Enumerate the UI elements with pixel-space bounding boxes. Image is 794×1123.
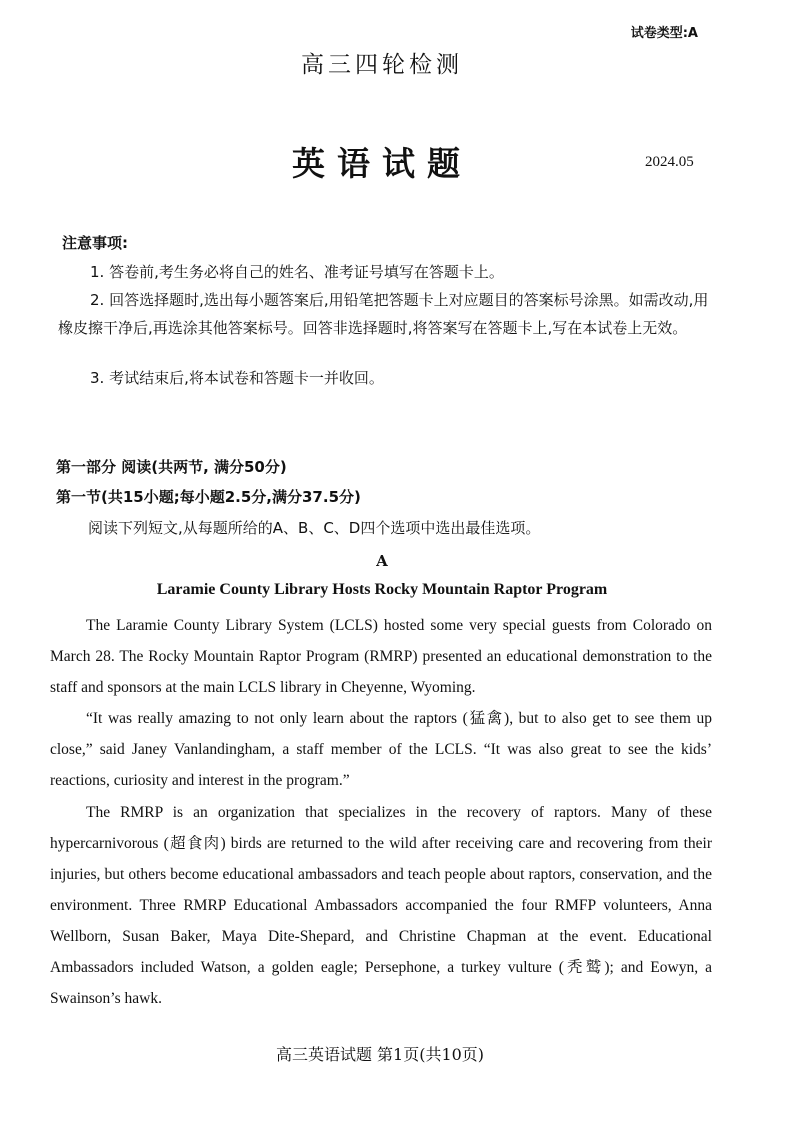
notice-heading: 注意事项: (62, 234, 128, 252)
passage-paragraph-2: “It was really amazing to not only learn about the raptors (猛禽), but to also get to see them up close,” said Janey Vanlandingham, a staff member of the LCLS. “It was also great to see the kids’ reactions, curiosity and interest in the program.” (50, 710, 712, 789)
notice-item-2: 2. 回答选择题时,选出每小题答案后,用铅笔把答题卡上对应题目的答案标号涂黑。如需改动,用橡皮擦干净后,再选涂其他答案标号。回答非选择题时,将答案写在答题卡上,写在本试卷上无效。 (58, 291, 709, 337)
notice-item-1: 1. 答卷前,考生务必将自己的姓名、准考证号填写在答题卡上。 (90, 263, 504, 281)
passage-paragraph-1: The Laramie County Library System (LCLS) hosted some very special guests from Colorado on March 28. The Rocky Mountain Raptor Program (RMRP) presented an educational demonstration to the staff and sponsors at the main LCLS library in Cheyenne, Wyoming. (50, 617, 712, 696)
passage-label: A (376, 552, 388, 570)
subject-title: 英语试题 (292, 144, 472, 183)
reading-instruction: 阅读下列短文,从每题所给的A、B、C、D四个选项中选出最佳选项。 (88, 519, 541, 537)
part-one-heading: 第一部分 阅读(共两节, 满分50分) (56, 458, 287, 476)
paper-type-label: 试卷类型:A (630, 26, 698, 41)
exam-title: 高三四轮检测 (301, 52, 463, 78)
section-one-heading: 第一节(共15小题;每小题2.5分,满分37.5分) (56, 488, 361, 506)
passage-paragraph-3: The RMRP is an organization that specializes in the recovery of raptors. Many of these hypercarnivorous (超食肉) birds are returned to the wild after receiving care and recovering from their injuries, but others become educational ambassadors and teach people about raptors, conservation, and the environment. Three RMRP Educational Ambassadors accompanied the four RMFP volunteers, Anna Wellborn, Susan Baker, Maya Dite-Shepard, and Christine Chapman at the event. Educational Ambassadors included Watson, a golden eagle; Persephone, a turkey vulture (秃鹫); and Eowyn, a Swainson’s hawk. (50, 804, 712, 1007)
exam-date: 2024.05 (645, 154, 694, 170)
passage-title: Laramie County Library Hosts Rocky Mountain Raptor Program (156, 581, 608, 598)
page-footer: 高三英语试题 第1页(共10页) (275, 1045, 485, 1064)
notice-item-3: 3. 考试结束后,将本试卷和答题卡一并收回。 (90, 369, 384, 387)
